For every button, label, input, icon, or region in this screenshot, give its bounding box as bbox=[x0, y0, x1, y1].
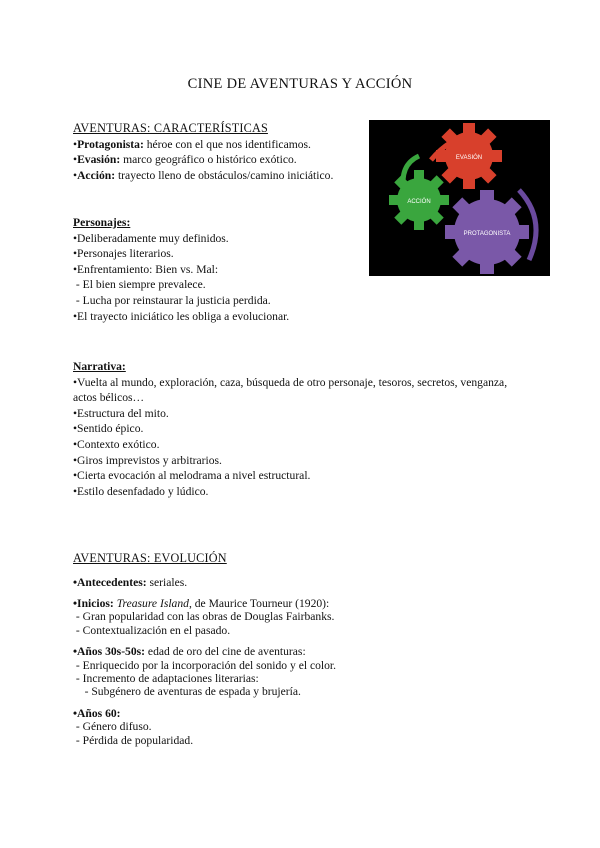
gears-diagram bbox=[369, 120, 550, 276]
personajes-line: •El trayecto iniciático les obliga a evolucionar. bbox=[73, 309, 290, 323]
gear-label-accion: ACCIÓN bbox=[407, 199, 431, 205]
gear-label-protagonista: PROTAGONISTA bbox=[463, 231, 511, 237]
section-evolucion bbox=[73, 551, 336, 747]
anos-30s-50s: •Años 30s-50s: edad de oro del cine de aventuras: bbox=[73, 645, 306, 659]
item-accion: •Acción: trayecto lleno de obstáculos/camino iniciático. bbox=[73, 168, 334, 182]
gear-accion bbox=[389, 170, 449, 230]
item-protagonista: •Protagonista: héroe con el que nos identificamos. bbox=[73, 137, 311, 151]
heading-caracteristicas: AVENTURAS: CARACTERÍSTICAS bbox=[73, 121, 268, 135]
gear-evasion bbox=[436, 123, 502, 189]
personajes-line: •Personajes literarios. bbox=[73, 247, 174, 261]
personajes-line: - El bien siempre prevalece. bbox=[73, 278, 206, 292]
anos-60-line: - Pérdida de popularidad. bbox=[73, 733, 194, 747]
narrativa-line: •Sentido épico. bbox=[73, 422, 144, 436]
section-narrativa bbox=[73, 359, 513, 499]
inicios-line: - Gran popularidad con las obras de Douglas Fairbanks. bbox=[73, 610, 335, 624]
section-personajes bbox=[73, 215, 289, 324]
page-title: CINE DE AVENTURAS Y ACCIÓN bbox=[187, 76, 413, 92]
narrativa-line: •Contexto exótico. bbox=[73, 437, 160, 451]
anos-60-line: - Género difuso. bbox=[73, 720, 152, 734]
gear-protagonista bbox=[445, 190, 529, 274]
personajes-line: •Deliberadamente muy definidos. bbox=[73, 231, 229, 245]
narrativa-line: •Cierta evocación al melodrama a nivel estructural. bbox=[73, 469, 311, 483]
heading-narrativa: Narrativa: bbox=[73, 360, 126, 373]
anos-30s-50s-line: - Enriquecido por la incorporación del sonido y el color. bbox=[73, 658, 337, 672]
narrativa-line: •Estructura del mito. bbox=[73, 406, 169, 420]
heading-evolucion: AVENTURAS: EVOLUCIÓN bbox=[73, 551, 227, 565]
narrativa-line: •Estilo desenfadado y lúdico. bbox=[73, 484, 209, 498]
anos-30s-50s-line: - Incremento de adaptaciones literarias: bbox=[73, 672, 259, 686]
personajes-line: •Enfrentamiento: Bien vs. Mal: bbox=[73, 262, 219, 276]
anos-30s-50s-line: - Subgénero de aventuras de espada y brujería. bbox=[73, 685, 301, 699]
inicios-line: - Contextualización en el pasado. bbox=[73, 623, 231, 637]
antecedentes: •Antecedentes: seriales. bbox=[73, 575, 188, 589]
narrativa-line: •Giros imprevistos y arbitrarios. bbox=[73, 453, 222, 467]
section-caracteristicas bbox=[73, 121, 333, 183]
narrativa-line: •Vuelta al mundo, exploración, caza, búsqueda de otro personaje, tesoros, secretos, venganza, actos bélicos… bbox=[73, 375, 508, 405]
inicios: •Inicios: Treasure Island, de Maurice Tourneur (1920): bbox=[73, 597, 330, 610]
personajes-line: - Lucha por reinstaurar la justicia perdida. bbox=[73, 293, 271, 307]
item-evasion: •Evasión: marco geográfico o histórico exótico. bbox=[73, 153, 297, 167]
gear-label-evasion: EVASIÓN bbox=[455, 155, 483, 161]
heading-personajes: Personajes: bbox=[73, 216, 131, 229]
anos-60: •Años 60: bbox=[73, 706, 121, 720]
